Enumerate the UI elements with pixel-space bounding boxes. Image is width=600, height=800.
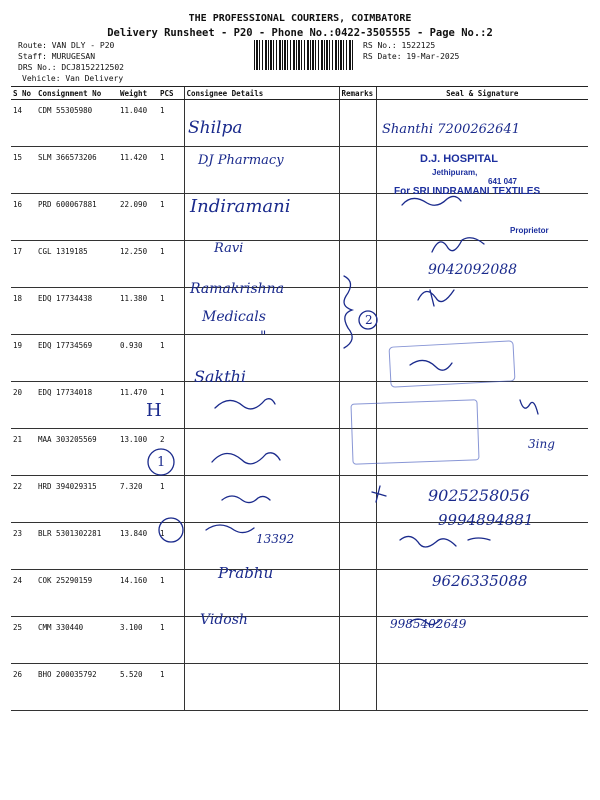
drs-label: DRS No.: DCJ8152212502 — [18, 63, 124, 72]
cell-consignment: EDQ 17734438 — [36, 288, 118, 335]
handwritten-circle-number: 1 — [157, 455, 166, 470]
col-sno: S No — [11, 87, 36, 100]
vehicle-label: Vehicle: Van Delivery — [22, 74, 124, 83]
cell-sno: 19 — [11, 335, 36, 382]
handwritten-circle-number: 2 — [365, 313, 373, 327]
cell-pcs: 1 — [158, 335, 184, 382]
cell-consignment: CMM 330440 — [36, 617, 118, 664]
signature-scribble — [206, 525, 254, 533]
handwritten-name: DJ Pharmacy — [198, 153, 284, 168]
cell-consignment: CGL 1319185 — [36, 241, 118, 288]
signature-scribble — [372, 486, 386, 502]
col-pcs: PCS — [158, 87, 184, 100]
hospital-stamp-address: Jethipuram, — [432, 168, 478, 177]
signature-scribble — [402, 196, 461, 205]
cell-consignment: CDM 55305980 — [36, 100, 118, 147]
signature-scribble — [400, 536, 456, 547]
handwritten-ditto: " — [260, 329, 267, 345]
cell-weight: 11.420 — [118, 147, 158, 194]
cell-consignment: COK 25290159 — [36, 570, 118, 617]
handwritten-name: Ramakrishna — [190, 281, 285, 297]
cell-pcs: 1 — [158, 570, 184, 617]
cell-pcs: 1 — [158, 241, 184, 288]
stamp-outline — [351, 400, 479, 464]
signature-scribble — [215, 399, 275, 409]
cell-consignment: EDQ 17734018 — [36, 382, 118, 429]
handwritten-mark: H — [146, 400, 162, 421]
cell-weight: 5.520 — [118, 664, 158, 711]
cell-consignment: PRD 600067881 — [36, 194, 118, 241]
cell-sno: 22 — [11, 476, 36, 523]
col-remarks: Remarks — [339, 87, 376, 100]
handwritten-code: 13392 — [256, 532, 295, 546]
hospital-stamp-pin: 641 047 — [488, 177, 517, 186]
proprietor-label: Proprietor — [510, 226, 549, 235]
handwritten-phone: 9994894881 — [438, 511, 534, 529]
cell-pcs: 1 — [158, 194, 184, 241]
mark-circle — [148, 449, 174, 475]
signature-scribble — [468, 538, 490, 540]
signature-scribble — [222, 496, 270, 503]
cell-sno: 25 — [11, 617, 36, 664]
page-title: THE PROFESSIONAL COURIERS, COIMBATORE — [188, 13, 412, 24]
cell-sno: 21 — [11, 429, 36, 476]
cell-weight: 0.930 — [118, 335, 158, 382]
cell-sno: 20 — [11, 382, 36, 429]
cell-weight: 11.040 — [118, 100, 158, 147]
cell-pcs: 1 — [158, 476, 184, 523]
handwritten-signature: Shanthi 7200262641 — [382, 122, 520, 137]
signature-scribble — [410, 360, 452, 370]
cell-weight: 22.090 — [118, 194, 158, 241]
handwritten-phone: 9626335088 — [432, 572, 528, 590]
signature-scribble — [432, 238, 484, 252]
cell-weight: 14.160 — [118, 570, 158, 617]
handwritten-signature: 9985402649 — [390, 617, 467, 631]
cell-pcs: 1 — [158, 664, 184, 711]
handwritten-name: Shilpa — [188, 118, 243, 138]
cell-weight: 13.840 — [118, 523, 158, 570]
cell-sno: 18 — [11, 288, 36, 335]
cell-consignment: MAA 303205569 — [36, 429, 118, 476]
page-subtitle: Delivery Runsheet - P20 - Phone No.:0422-3505555 - Page No.:2 — [107, 27, 493, 39]
signature-scribble — [410, 619, 440, 625]
cell-sno: 16 — [11, 194, 36, 241]
remarks-brace — [344, 276, 352, 348]
cell-sno: 24 — [11, 570, 36, 617]
cell-pcs: 1 — [158, 288, 184, 335]
cell-weight: 11.470 — [118, 382, 158, 429]
cell-sno: 14 — [11, 100, 36, 147]
signature-scribble — [418, 290, 454, 306]
cell-consignment: HRD 394029315 — [36, 476, 118, 523]
cell-pcs: 1 — [158, 382, 184, 429]
col-consignment: Consignment No — [36, 87, 118, 100]
cell-consignment: EDQ 17734569 — [36, 335, 118, 382]
cell-sno: 17 — [11, 241, 36, 288]
col-weight: Weight — [118, 87, 158, 100]
route-label: Route: VAN DLY - P20 — [18, 41, 115, 50]
cell-pcs: 2 — [158, 429, 184, 476]
staff-label: Staff: MURUGESAN — [18, 52, 96, 61]
cell-pcs: 1 — [158, 147, 184, 194]
handwritten-name: Vidosh — [200, 612, 248, 628]
cell-weight: 13.100 — [118, 429, 158, 476]
cell-sno: 23 — [11, 523, 36, 570]
col-details: Consignee Details — [184, 87, 339, 100]
cell-sno: 26 — [11, 664, 36, 711]
textiles-stamp: For SRI INDRAMANI TEXTILES — [394, 186, 541, 197]
cell-weight: 12.250 — [118, 241, 158, 288]
cell-pcs: 1 — [158, 100, 184, 147]
cell-weight: 11.380 — [118, 288, 158, 335]
cell-consignment: SLM 366573206 — [36, 147, 118, 194]
handwritten-signature: 9042092088 — [428, 262, 518, 278]
rs-date-label: RS Date: 19-Mar-2025 — [363, 52, 460, 61]
signature-scribble — [212, 453, 280, 464]
handwritten-phone: 9025258056 — [428, 486, 530, 505]
cell-pcs: 1 — [158, 617, 184, 664]
cell-weight: 3.100 — [118, 617, 158, 664]
signature-scribble — [520, 400, 538, 414]
handwritten-name: Medicals — [202, 309, 266, 325]
cell-pcs: 1 — [158, 523, 184, 570]
hospital-stamp-name: D.J. HOSPITAL — [420, 153, 499, 165]
cell-weight: 7.320 — [118, 476, 158, 523]
handwritten-name: Prabhu — [218, 564, 274, 582]
col-seal: Seal & Signature — [376, 87, 588, 100]
remarks-circle — [359, 311, 377, 329]
mark-circle — [159, 518, 183, 542]
handwritten-name: Sakthi — [194, 367, 247, 386]
cell-sno: 15 — [11, 147, 36, 194]
handwritten-name: Indiramani — [190, 196, 291, 217]
handwritten-signature: 3ing — [528, 437, 555, 451]
cell-consignment: BLR 5301302281 — [36, 523, 118, 570]
handwritten-name: Ravi — [214, 241, 244, 256]
rs-no-label: RS No.: 1522125 — [363, 41, 436, 50]
cell-consignment: BHO 200035792 — [36, 664, 118, 711]
